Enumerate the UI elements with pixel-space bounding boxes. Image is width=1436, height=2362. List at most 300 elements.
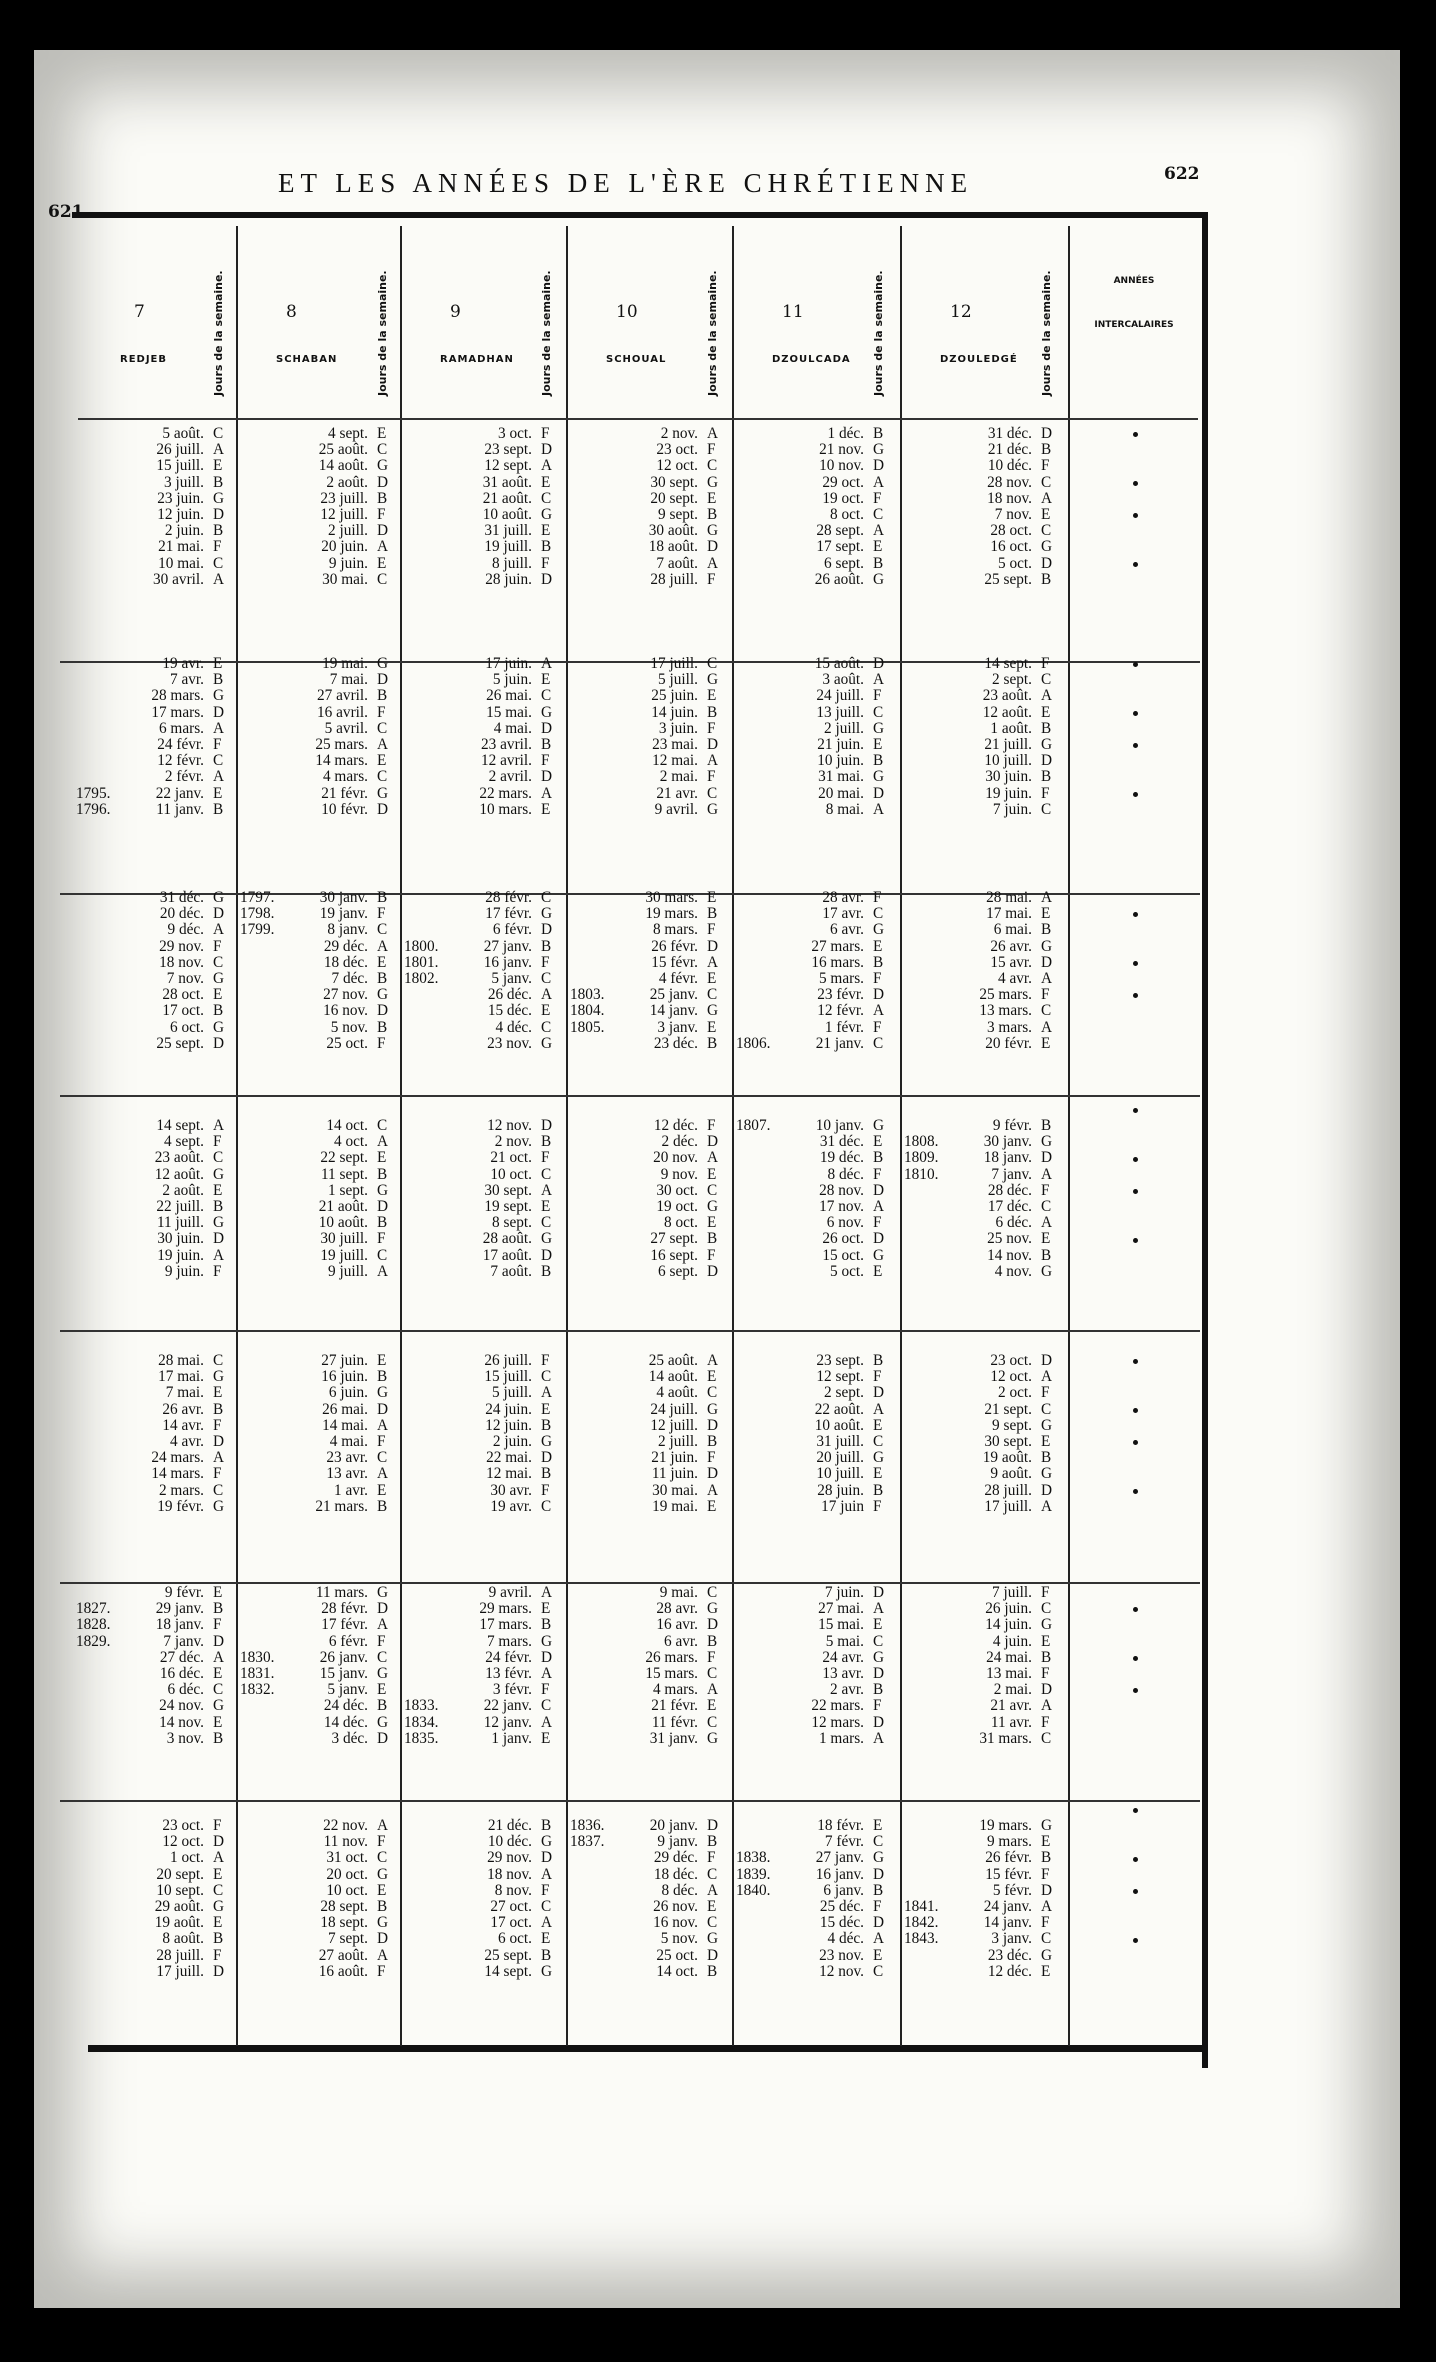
weekday-letter: D	[541, 1246, 553, 1264]
date-value: 21 juin.	[651, 1449, 698, 1467]
date-value: 29 oct.	[822, 473, 864, 491]
year-label	[570, 458, 612, 474]
date-value: 4 juin.	[992, 1632, 1032, 1650]
date-row	[904, 1915, 1063, 1931]
weekday-letter: G	[707, 522, 719, 540]
month-date-cell	[240, 1353, 399, 1515]
date-value: 19 mars.	[645, 905, 698, 923]
month-date-cell	[736, 890, 895, 1052]
weekday-letter: D	[707, 1817, 719, 1834]
date-value: 30 janv.	[983, 1133, 1032, 1151]
date-value: 2 mai.	[659, 768, 698, 786]
weekday-letter: B	[377, 1368, 388, 1386]
date-row	[570, 1650, 729, 1666]
weekday-letter: F	[1041, 1384, 1050, 1402]
date-row	[404, 1715, 563, 1731]
weekday-letter: F	[213, 1262, 222, 1280]
date-value: 22 mars.	[811, 1697, 864, 1715]
date-value: 24 févr.	[485, 1648, 532, 1666]
year-label	[904, 890, 946, 906]
date-value: 20 juill.	[816, 1449, 864, 1467]
month-date-cell	[736, 1118, 895, 1280]
date-value: 14 déc.	[323, 1713, 368, 1731]
year-label	[240, 753, 282, 769]
date-row	[904, 802, 1063, 818]
date-value: 23 déc.	[987, 1946, 1032, 1964]
date-value: 13 avr.	[822, 1664, 864, 1682]
date-value: 26 août.	[814, 570, 864, 588]
weekday-letter: E	[1041, 1962, 1051, 1980]
date-value: 11 janv.	[156, 800, 204, 818]
weekday-letter: D	[213, 505, 225, 523]
date-value: 25 mars.	[979, 986, 1032, 1004]
weekday-letter: D	[873, 1181, 885, 1199]
weekday-letter: G	[541, 905, 553, 923]
date-value: 16 mars.	[811, 953, 864, 971]
year-label	[904, 1264, 946, 1280]
date-row	[240, 507, 399, 523]
year-label: 1831.	[240, 1664, 275, 1682]
weekday-letter: A	[213, 570, 225, 588]
weekday-letter: G	[707, 1729, 719, 1747]
date-value: 11 juin.	[651, 1465, 698, 1483]
date-row	[404, 753, 563, 769]
year-label	[570, 890, 612, 906]
year-label	[76, 442, 118, 458]
date-value: 12 déc.	[653, 1117, 698, 1134]
intercalary-year-marker	[1133, 1938, 1138, 1943]
date-row	[904, 1466, 1063, 1482]
date-row	[404, 442, 563, 458]
date-row	[76, 1650, 235, 1666]
weekday-letter: A	[541, 1384, 553, 1402]
date-row	[404, 1118, 563, 1134]
weekday-letter: D	[377, 473, 389, 491]
date-value: 8 août.	[162, 1930, 204, 1948]
column-divider	[236, 226, 238, 2046]
date-row	[904, 426, 1063, 442]
weekday-letter: D	[213, 1432, 225, 1450]
date-row	[76, 458, 235, 474]
year-label	[240, 1369, 282, 1385]
weekday-letter: F	[377, 1833, 386, 1851]
weekday-letter: A	[377, 1465, 389, 1483]
weekday-letter: G	[213, 1497, 225, 1515]
year-label	[736, 572, 778, 588]
year-label	[404, 1585, 446, 1601]
weekday-letter: E	[707, 687, 717, 705]
year-label	[904, 688, 946, 704]
year-label: 1828.	[76, 1616, 111, 1634]
weekday-letter: C	[1041, 473, 1052, 491]
date-value: 23 mai.	[652, 735, 698, 753]
weekday-letter: D	[541, 570, 553, 588]
year-label: 1804.	[570, 1002, 605, 1020]
date-value: 31 mars.	[979, 1729, 1032, 1747]
date-value: 22 nov.	[323, 1817, 368, 1834]
date-row	[76, 523, 235, 539]
date-row	[240, 802, 399, 818]
weekday-letter: D	[873, 1584, 885, 1601]
date-value: 26 avr.	[162, 1400, 204, 1418]
date-value: 15 févr.	[985, 1865, 1032, 1883]
weekday-letter: G	[377, 1181, 389, 1199]
weekday-letter: E	[1041, 905, 1051, 923]
weekday-letter: F	[873, 889, 882, 906]
weekday-letter: A	[541, 784, 553, 802]
date-value: 7 mars.	[486, 1632, 532, 1650]
date-value: 6 déc.	[167, 1681, 204, 1699]
weekday-letter: B	[707, 1034, 718, 1052]
weekday-letter: F	[707, 1849, 716, 1867]
date-row	[570, 1353, 729, 1369]
year-label	[240, 1915, 282, 1931]
weekday-letter: D	[377, 800, 389, 818]
weekday-letter: A	[707, 1681, 719, 1699]
weekday-letter: A	[707, 752, 719, 770]
year-label: 1806.	[736, 1034, 771, 1052]
date-row	[76, 1915, 235, 1931]
intercalary-year-marker	[1133, 1238, 1138, 1243]
date-row	[404, 1585, 563, 1601]
date-row	[736, 1850, 895, 1866]
weekday-letter: E	[707, 1165, 717, 1183]
weekday-letter: D	[873, 986, 885, 1004]
weekday-letter: F	[213, 1465, 222, 1483]
date-value: 14 sept.	[484, 1962, 532, 1980]
year-label	[904, 1118, 946, 1134]
weekday-letter: F	[1041, 1914, 1050, 1932]
date-value: 4 déc.	[827, 1930, 864, 1948]
year-label	[904, 1248, 946, 1264]
weekday-letter: C	[707, 1384, 718, 1402]
month-date-cell	[240, 1585, 399, 1747]
date-row	[240, 1650, 399, 1666]
date-value: 24 juill.	[650, 1400, 698, 1418]
date-value: 31 déc.	[159, 889, 204, 906]
date-row	[570, 1248, 729, 1264]
date-row	[904, 987, 1063, 1003]
weekday-letter: B	[377, 889, 388, 906]
year-label	[904, 458, 946, 474]
date-row	[736, 1964, 895, 1980]
date-row	[76, 1483, 235, 1499]
year-label	[904, 906, 946, 922]
year-label	[404, 1483, 446, 1499]
date-value: 7 juill.	[992, 1584, 1032, 1601]
year-label	[570, 769, 612, 785]
year-label	[240, 1818, 282, 1834]
year-label	[570, 1450, 612, 1466]
year-label	[76, 1715, 118, 1731]
date-value: 23 août.	[982, 687, 1032, 705]
year-label	[570, 1850, 612, 1866]
weekday-letter: G	[377, 1584, 389, 1601]
year-label	[76, 1264, 118, 1280]
date-value: 12 avril.	[481, 752, 532, 770]
intercalary-year-marker	[1133, 1656, 1138, 1661]
date-value: 5 oct.	[998, 554, 1032, 572]
date-row	[736, 1036, 895, 1052]
weekday-letter: E	[541, 1600, 551, 1618]
year-label	[904, 1964, 946, 1980]
year-label: 1803.	[570, 986, 605, 1004]
year-label	[736, 458, 778, 474]
weekday-letter: F	[541, 1149, 550, 1167]
year-label	[736, 1248, 778, 1264]
weekday-letter: A	[377, 1262, 389, 1280]
date-row	[240, 1931, 399, 1947]
weekday-letter: C	[1041, 1600, 1052, 1618]
date-row	[570, 1899, 729, 1915]
year-label	[570, 1385, 612, 1401]
year-label	[736, 1931, 778, 1947]
date-value: 4 mars.	[322, 768, 368, 786]
weekday-letter: F	[873, 1214, 882, 1232]
weekday-letter: G	[873, 921, 885, 939]
date-row	[404, 1167, 563, 1183]
year-label	[736, 1634, 778, 1650]
date-row	[404, 955, 563, 971]
date-value: 14 sept.	[984, 655, 1032, 672]
date-value: 25 déc.	[819, 1897, 864, 1915]
date-value: 2 mars.	[158, 1481, 204, 1499]
weekday-letter: C	[1041, 800, 1052, 818]
date-value: 26 juin.	[985, 1600, 1032, 1618]
date-row	[240, 1834, 399, 1850]
weekday-letter: D	[1041, 1352, 1053, 1369]
year-label	[240, 971, 282, 987]
right-page-number: 622	[1164, 164, 1200, 184]
date-row	[736, 906, 895, 922]
date-row	[904, 458, 1063, 474]
date-row	[240, 955, 399, 971]
date-row	[76, 1634, 235, 1650]
date-value: 23 avr.	[326, 1449, 368, 1467]
date-value: 8 oct.	[664, 1214, 698, 1232]
weekday-letter: E	[541, 1930, 551, 1948]
date-value: 6 avr.	[830, 921, 864, 939]
year-label	[904, 507, 946, 523]
year-label	[240, 939, 282, 955]
date-row	[570, 539, 729, 555]
date-value: 9 févr.	[164, 1584, 204, 1601]
date-row	[736, 1118, 895, 1134]
date-row	[76, 572, 235, 588]
year-label	[570, 523, 612, 539]
year-label	[570, 1036, 612, 1052]
weekday-letter: E	[541, 1400, 551, 1418]
date-row	[404, 1215, 563, 1231]
weekday-letter: A	[1041, 889, 1053, 906]
date-row	[736, 1418, 895, 1434]
weekday-letter: C	[873, 505, 884, 523]
weekday-letter: B	[1041, 1246, 1052, 1264]
weekday-letter: D	[213, 905, 225, 923]
year-label	[76, 1183, 118, 1199]
year-label	[904, 1698, 946, 1714]
date-row	[76, 769, 235, 785]
year-label	[736, 939, 778, 955]
date-value: 12 oct.	[656, 457, 698, 475]
date-value: 8 nov.	[494, 1881, 532, 1899]
date-value: 14 juin.	[651, 703, 698, 721]
date-value: 21 avr.	[656, 784, 698, 802]
year-label	[736, 955, 778, 971]
weekday-letter: A	[377, 538, 389, 556]
date-row	[736, 1402, 895, 1418]
date-row	[904, 1418, 1063, 1434]
date-row	[76, 1434, 235, 1450]
month-date-cell	[570, 1585, 729, 1747]
date-value: 9 sept.	[992, 1416, 1032, 1434]
year-label	[904, 1434, 946, 1450]
date-value: 4 avr.	[170, 1432, 204, 1450]
weekday-letter: G	[873, 1648, 885, 1666]
date-value: 28 mars.	[151, 687, 204, 705]
month-date-cell	[404, 1585, 563, 1747]
date-value: 26 févr.	[985, 1849, 1032, 1867]
year-label: 1802.	[404, 969, 439, 987]
weekday-letter: C	[213, 554, 224, 572]
year-label	[736, 1682, 778, 1698]
intercalary-header-line2: INTERCALAIRES	[1094, 320, 1174, 330]
weekday-letter: D	[541, 921, 553, 939]
date-row	[570, 753, 729, 769]
date-row	[736, 1450, 895, 1466]
date-row	[904, 1248, 1063, 1264]
date-value: 28 juill.	[650, 570, 698, 588]
date-row	[570, 737, 729, 753]
weekday-letter: G	[377, 1914, 389, 1932]
year-label: 1795.	[76, 784, 111, 802]
date-row	[76, 705, 235, 721]
date-row	[240, 1036, 399, 1052]
weekday-letter: C	[213, 752, 224, 770]
date-row	[736, 1867, 895, 1883]
weekday-letter: B	[873, 752, 884, 770]
weekday-letter: F	[213, 1946, 222, 1964]
intercalary-year-marker	[1133, 792, 1138, 797]
year-label	[904, 1682, 946, 1698]
date-value: 24 mai.	[986, 1648, 1032, 1666]
year-label	[570, 656, 612, 672]
weekday-letter: E	[873, 1817, 883, 1834]
year-label	[240, 1418, 282, 1434]
year-label	[570, 1666, 612, 1682]
date-value: 4 sept.	[328, 425, 368, 442]
year-label	[404, 802, 446, 818]
month-date-cell	[904, 656, 1063, 818]
date-value: 5 oct.	[830, 1262, 864, 1280]
date-value: 19 sept.	[484, 1197, 532, 1215]
weekday-column-header: Jours de la semaine.	[706, 270, 719, 396]
year-label	[240, 1036, 282, 1052]
date-row	[404, 1617, 563, 1633]
date-value: 2 déc.	[661, 1133, 698, 1151]
year-label	[570, 753, 612, 769]
year-label	[404, 442, 446, 458]
date-row	[570, 523, 729, 539]
date-row	[76, 1850, 235, 1866]
date-value: 16 nov.	[653, 1914, 698, 1932]
date-value: 3 oct.	[498, 425, 532, 442]
date-value: 30 avril.	[153, 570, 204, 588]
year-label	[736, 1650, 778, 1666]
date-row	[76, 1466, 235, 1482]
date-value: 2 juin.	[492, 1432, 532, 1450]
year-label	[736, 737, 778, 753]
date-value: 18 nov.	[487, 1865, 532, 1883]
year-label	[240, 1731, 282, 1747]
year-label	[76, 572, 118, 588]
date-row	[404, 1402, 563, 1418]
date-value: 10 déc.	[487, 1833, 532, 1851]
weekday-letter: F	[1041, 457, 1050, 475]
year-label	[76, 688, 118, 704]
year-label	[736, 1698, 778, 1714]
weekday-letter: A	[1041, 489, 1053, 507]
weekday-letter: E	[377, 1481, 387, 1499]
date-value: 3 mars.	[986, 1018, 1032, 1036]
year-label	[404, 1183, 446, 1199]
date-row	[76, 1003, 235, 1019]
weekday-letter: D	[1041, 1149, 1053, 1167]
date-value: 21 avr.	[990, 1697, 1032, 1715]
year-label	[240, 1020, 282, 1036]
date-row	[904, 1020, 1063, 1036]
weekday-letter: E	[873, 735, 883, 753]
date-value: 24 juill.	[816, 687, 864, 705]
date-row	[736, 1634, 895, 1650]
date-row	[404, 1353, 563, 1369]
weekday-letter: D	[707, 1616, 719, 1634]
date-value: 12 juill.	[320, 505, 368, 523]
year-label	[904, 1183, 946, 1199]
year-label	[76, 939, 118, 955]
year-label	[76, 1483, 118, 1499]
date-value: 8 déc.	[661, 1881, 698, 1899]
weekday-letter: C	[377, 719, 388, 737]
year-label: 1796.	[76, 800, 111, 818]
weekday-letter: D	[707, 735, 719, 753]
weekday-letter: F	[707, 768, 716, 786]
date-row	[404, 1264, 563, 1280]
year-label	[570, 1215, 612, 1231]
year-label	[570, 705, 612, 721]
date-row	[736, 1020, 895, 1036]
date-value: 11 juill.	[156, 1214, 204, 1232]
date-value: 7 mai.	[165, 1384, 204, 1402]
year-label	[904, 1948, 946, 1964]
date-row	[404, 737, 563, 753]
year-label: 1829.	[76, 1632, 111, 1650]
month-name: DZOULEDGÉ	[940, 354, 1018, 365]
date-row	[240, 1369, 399, 1385]
date-row	[76, 1899, 235, 1915]
date-row	[240, 1183, 399, 1199]
weekday-letter: C	[541, 1897, 552, 1915]
date-row	[570, 672, 729, 688]
date-value: 16 août.	[318, 1962, 368, 1980]
weekday-letter: B	[377, 1497, 388, 1515]
date-value: 10 déc.	[987, 457, 1032, 475]
date-row	[240, 1402, 399, 1418]
date-row	[736, 922, 895, 938]
year-label	[736, 922, 778, 938]
date-value: 25 mars.	[315, 735, 368, 753]
date-row	[736, 1650, 895, 1666]
